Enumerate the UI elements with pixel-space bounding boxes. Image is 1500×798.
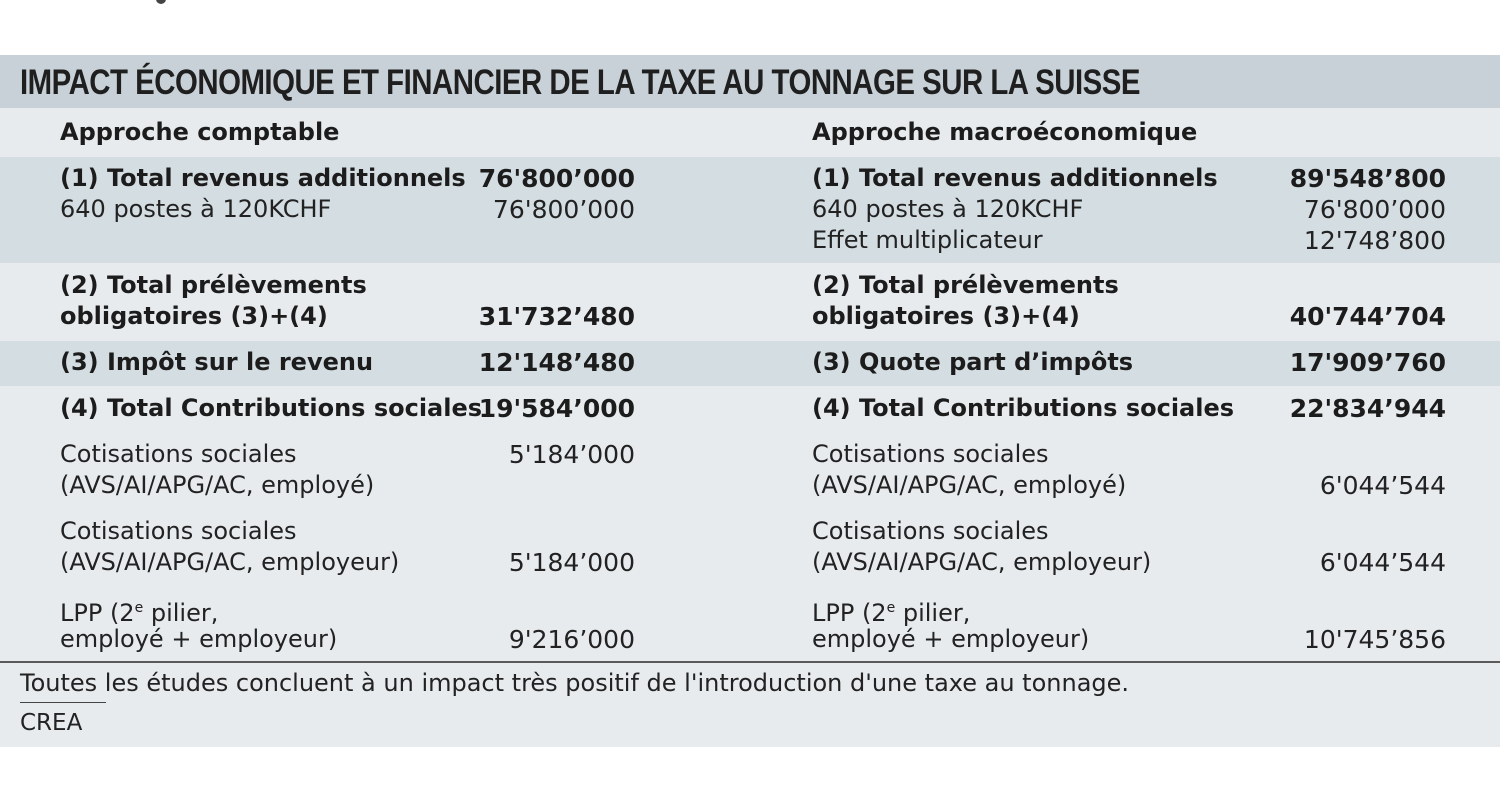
right-lpp-value: 10'745’856 bbox=[1303, 625, 1446, 654]
left-row3-label: (3) Impôt sur le revenu bbox=[60, 348, 374, 376]
right-row1-sub-label: 640 postes à 120KCHF bbox=[812, 195, 1084, 223]
left-cot1-value: 5'184’000 bbox=[508, 440, 635, 469]
left-lpp-sup: e bbox=[134, 600, 144, 616]
right-row1-value: 89'548’800 bbox=[1289, 164, 1446, 193]
right-row1-sub2-label: Effet multiplicateur bbox=[812, 226, 1043, 254]
left-row2-value: 31'732’480 bbox=[478, 302, 635, 331]
left-row1-label: (1) Total revenus additionnels bbox=[60, 164, 466, 192]
left-row3-value: 12'148’480 bbox=[478, 348, 635, 377]
left-lpp-suffix: pilier, bbox=[143, 599, 219, 627]
left-lpp-value: 9'216’000 bbox=[508, 625, 635, 654]
right-row3-label: (3) Quote part d’impôts bbox=[812, 348, 1134, 376]
left-row1-value: 76'800’000 bbox=[478, 164, 635, 193]
right-cot1-line2: (AVS/AI/APG/AC, employé) bbox=[812, 471, 1127, 499]
right-row2-label-2: obligatoires (3)+(4) bbox=[812, 302, 1080, 330]
left-header: Approche comptable bbox=[60, 118, 340, 146]
right-row1-sub-value: 76'800’000 bbox=[1303, 195, 1446, 224]
source-label: CREA bbox=[20, 710, 83, 736]
right-lpp-prefix: LPP (2 bbox=[812, 599, 887, 627]
left-cot2-line2: (AVS/AI/APG/AC, employeur) bbox=[60, 548, 400, 576]
left-row2-label-1: (2) Total prélèvements bbox=[60, 271, 367, 299]
right-row2-label-1: (2) Total prélèvements bbox=[812, 271, 1119, 299]
footer-note: Toutes les études concluent à un impact très positif de l'introduction d'une taxe au tonnage. bbox=[20, 669, 1130, 697]
right-row4-value: 22'834’944 bbox=[1289, 394, 1446, 423]
left-lpp-prefix: LPP (2 bbox=[60, 599, 135, 627]
footer-rule bbox=[0, 661, 1500, 663]
left-cot2-value: 5'184’000 bbox=[508, 548, 635, 577]
left-row4-label: (4) Total Contributions sociales bbox=[60, 394, 483, 422]
left-row4-value: 19'584’000 bbox=[478, 394, 635, 423]
right-header: Approche macroéconomique bbox=[812, 118, 1198, 146]
right-row1-sub2-value: 12'748’800 bbox=[1303, 226, 1446, 255]
right-row1-label: (1) Total revenus additionnels bbox=[812, 164, 1218, 192]
right-row4-label: (4) Total Contributions sociales bbox=[812, 394, 1235, 422]
right-cot2-line2: (AVS/AI/APG/AC, employeur) bbox=[812, 548, 1152, 576]
left-cot2-line1: Cotisations sociales bbox=[60, 517, 297, 545]
left-cot1-line2: (AVS/AI/APG/AC, employé) bbox=[60, 471, 375, 499]
right-lpp-sup: e bbox=[886, 600, 896, 616]
right-lpp-suffix: pilier, bbox=[895, 599, 971, 627]
left-cot1-line1: Cotisations sociales bbox=[60, 440, 297, 468]
source-rule bbox=[20, 702, 106, 703]
infographic-panel bbox=[0, 55, 1500, 747]
left-row2-label-2: obligatoires (3)+(4) bbox=[60, 302, 328, 330]
cropped-letter-fragment bbox=[108, 0, 168, 4]
right-cot1-value: 6'044’544 bbox=[1319, 471, 1446, 500]
right-row3-value: 17'909’760 bbox=[1289, 348, 1446, 377]
page-title: IMPACT ÉCONOMIQUE ET FINANCIER DE LA TAXE AU TONNAGE SUR LA SUISSE bbox=[20, 63, 1140, 102]
right-row2-value: 40'744’704 bbox=[1289, 302, 1446, 331]
right-cot2-value: 6'044’544 bbox=[1319, 548, 1446, 577]
left-lpp-line2: employé + employeur) bbox=[60, 625, 338, 653]
left-row1-sub-value: 76'800’000 bbox=[492, 195, 635, 224]
right-cot2-line1: Cotisations sociales bbox=[812, 517, 1049, 545]
right-lpp-line2: employé + employeur) bbox=[812, 625, 1090, 653]
title-bar bbox=[0, 55, 1500, 108]
left-row1-sub-label: 640 postes à 120KCHF bbox=[60, 195, 332, 223]
right-cot1-line1: Cotisations sociales bbox=[812, 440, 1049, 468]
